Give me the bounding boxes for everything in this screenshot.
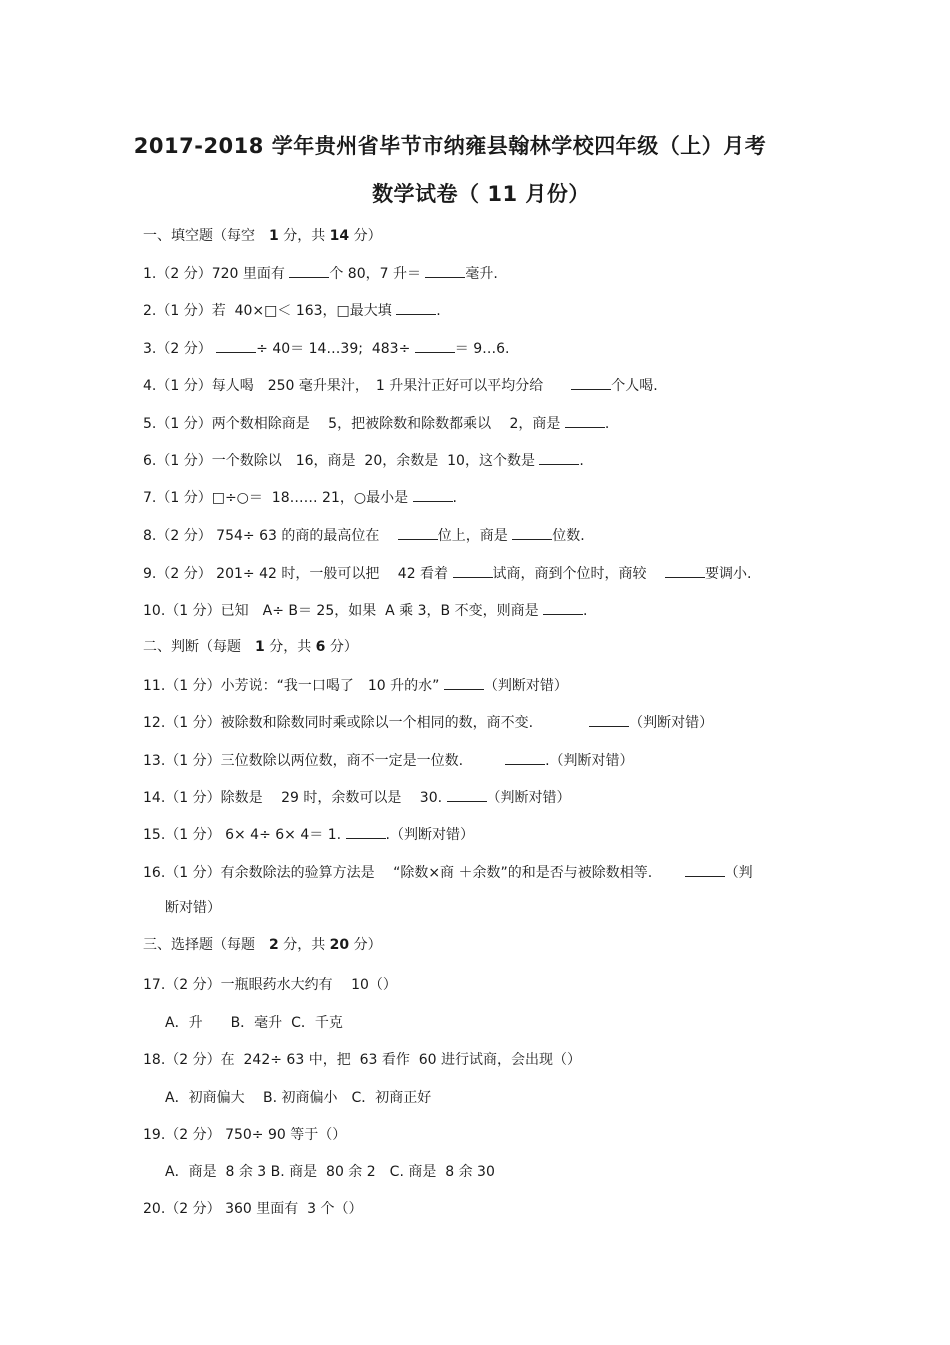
question-5: 5.（1 分）两个数相除商是 5，把被除数和除数都乘以 2，商是 . (143, 416, 610, 432)
answer-blank[interactable] (398, 526, 438, 540)
answer-blank[interactable] (453, 564, 493, 578)
question-4: 4.（1 分）每人喝 250 毫升果汁， 1 升果汁正好可以平均分给 个人喝. (143, 378, 658, 394)
answer-blank[interactable] (565, 414, 605, 428)
section-2-header: 二、判断（每题 1 分，共 6 分） (143, 639, 358, 655)
answer-blank[interactable] (685, 863, 725, 877)
answer-blank[interactable] (396, 301, 436, 315)
question-12: 12.（1 分）被除数和除数同时乘或除以一个相同的数，商不变. （判断对错） (143, 715, 714, 731)
answer-blank[interactable] (539, 451, 579, 465)
question-6: 6.（1 分）一个数除以 16，商是 20，余数是 10，这个数是 . (143, 453, 584, 469)
answer-blank[interactable] (589, 713, 629, 727)
answer-blank[interactable] (512, 526, 552, 540)
question-18: 18.（2 分）在 242÷ 63 中，把 63 看作 60 进行试商，会出现（） (143, 1052, 582, 1068)
question-16: 16.（1 分）有余数除法的验算方法是 “除数×商 ＋余数”的和是否与被除数相等. （判 (143, 865, 753, 881)
question-2: 2.（1 分）若 40×□＜ 163，□最大填 . (143, 303, 441, 319)
answer-blank[interactable] (543, 601, 583, 615)
question-8: 8.（2 分） 754÷ 63 的商的最高位在 位上，商是 位数. (143, 528, 585, 544)
answer-blank[interactable] (444, 676, 484, 690)
section-1-header: 一、填空题（每空 1 分，共 14 分） (143, 228, 382, 244)
question-7: 7.（1 分）□÷○＝ 18…… 21，○最小是 . (143, 490, 457, 506)
answer-blank[interactable] (505, 751, 545, 765)
answer-blank[interactable] (415, 339, 455, 353)
answer-blank[interactable] (216, 339, 256, 353)
question-3: 3.（2 分） ÷ 40＝ 14…39; 483÷ ＝ 9…6. (143, 341, 510, 357)
answer-blank[interactable] (346, 825, 386, 839)
answer-blank[interactable] (413, 488, 453, 502)
question-19: 19.（2 分） 750÷ 90 等于（） (143, 1127, 347, 1143)
exam-title-line1: 2017-2018 学年贵州省毕节市纳雍县翰林学校四年级（上）月考 (133, 134, 767, 158)
section-3-header: 三、选择题（每题 2 分，共 20 分） (143, 937, 382, 953)
answer-blank[interactable] (447, 788, 487, 802)
question-15: 15.（1 分） 6× 4÷ 6× 4＝ 1. .（判断对错） (143, 827, 474, 843)
question-18-options[interactable]: A．初商偏大 B. 初商偏小 C．初商正好 (165, 1090, 432, 1106)
answer-blank[interactable] (571, 376, 611, 390)
question-17-options[interactable]: A．升 B．毫升 C．千克 (165, 1015, 343, 1031)
answer-blank[interactable] (289, 264, 329, 278)
question-16-continued: 断对错） (165, 900, 221, 916)
question-14: 14.（1 分）除数是 29 时，余数可以是 30. （判断对错） (143, 790, 571, 806)
question-20: 20.（2 分） 360 里面有 3 个（） (143, 1201, 363, 1217)
question-13: 13.（1 分）三位数除以两位数，商不一定是一位数. .（判断对错） (143, 753, 634, 769)
answer-blank[interactable] (665, 564, 705, 578)
question-11: 11.（1 分）小芳说：“我一口喝了 10 升的水” （判断对错） (143, 678, 568, 694)
question-10: 10.（1 分）已知 A÷ B＝ 25，如果 A 乘 3，B 不变，则商是 . (143, 603, 588, 619)
question-9: 9.（2 分） 201÷ 42 时，一般可以把 42 看着 试商，商到个位时，商较 要调小. (143, 566, 752, 582)
question-1: 1.（2 分）720 里面有 个 80，7 升＝ 毫升. (143, 266, 498, 282)
question-17: 17.（2 分）一瓶眼药水大约有 10（） (143, 977, 397, 993)
answer-blank[interactable] (425, 264, 465, 278)
question-19-options[interactable]: A．商是 8 余 3 B. 商是 80 余 2 C. 商是 8 余 30 (165, 1164, 495, 1180)
exam-title-line2: 数学试卷（ 11 月份） (372, 182, 590, 206)
